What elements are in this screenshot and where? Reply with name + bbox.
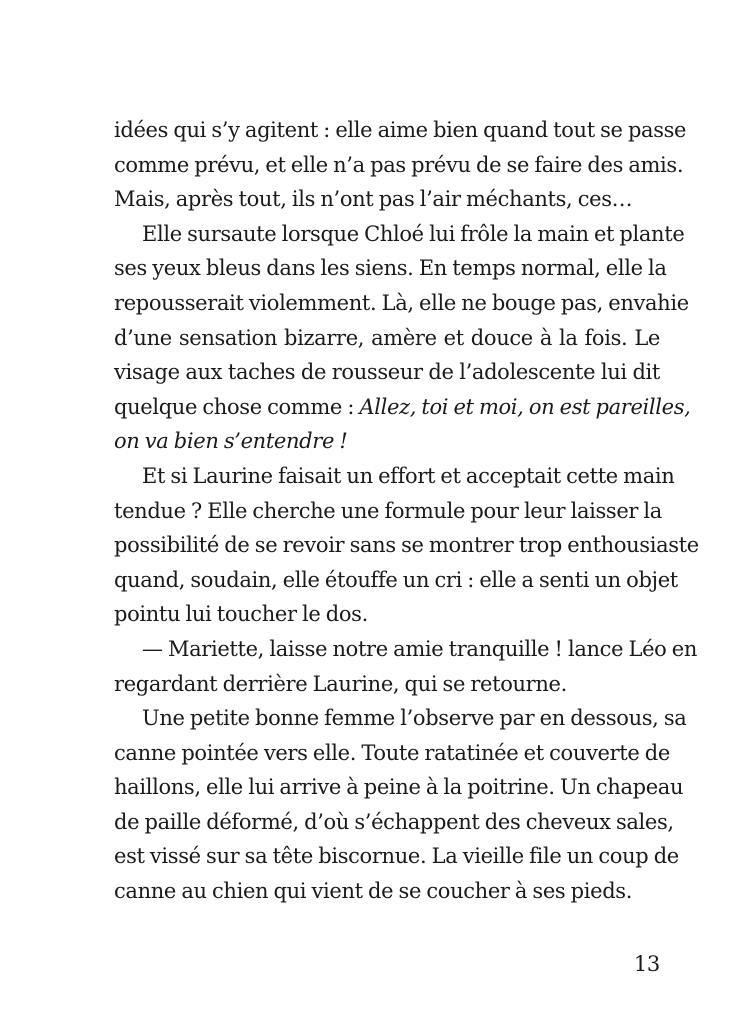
text-line: canne pointée vers elle. Toute ratatinée et couverte de — [114, 740, 670, 765]
dialogue-line: — Mariette, laisse notre amie tranquille ! lance Léo en — [142, 636, 698, 661]
text-line: Elle sursaute lorsque Chloé lui frôle la main et plante — [142, 221, 685, 246]
body-text — [114, 113, 699, 909]
text-line: possibilité de se revoir sans se montrer trop enthousiaste — [114, 533, 699, 558]
text-line: Mais, après tout, ils n’ont pas l’air méchants, ces… — [114, 187, 633, 212]
text-line: Et si Laurine faisait un effort et acceptait cette main — [142, 463, 675, 488]
text-line: haillons, elle lui arrive à peine à la poitrine. Un chapeau — [114, 775, 684, 800]
text-line: repousserait violemment. Là, elle ne bouge pas, envahie — [114, 290, 689, 315]
text-line-mixed — [114, 390, 691, 425]
text-line: tendue ? Elle cherche une formule pour leur laisser la — [114, 498, 662, 523]
text-line: comme prévu, et elle n’a pas prévu de se faire des amis. — [114, 152, 684, 177]
text-line: pointu lui toucher le dos. — [114, 602, 368, 627]
page-number: 13 — [633, 952, 660, 976]
text-line: on va bien s’entendre ! — [114, 429, 348, 454]
text-line: ses yeux bleus dans les siens. En temps normal, elle la — [114, 256, 667, 281]
text-italic: Allez, toi et moi, on est pareilles, — [359, 394, 691, 419]
text-line: visage aux taches de rousseur de l’adolescente lui dit — [114, 360, 660, 385]
text-line: canne au chien qui vient de se coucher à ses pieds. — [114, 879, 633, 904]
text-line: Une petite bonne femme l’observe par en dessous, sa — [142, 706, 687, 731]
text-line: quand, soudain, elle étouffe un cri : elle a senti un objet — [114, 567, 678, 592]
text-line: regardant derrière Laurine, qui se retourne. — [114, 671, 567, 696]
text-line: est vissé sur sa tête biscornue. La vieille file un coup de — [114, 844, 679, 869]
text-line: idées qui s’y agitent : elle aime bien quand tout se passe — [114, 118, 687, 142]
text-line: d’une sensation bizarre, amère et douce à la fois. Le — [114, 325, 660, 350]
text-roman: quelque chose comme : — [114, 394, 360, 419]
text-line: de paille déformé, d’où s’échappent des cheveux sales, — [114, 809, 674, 834]
